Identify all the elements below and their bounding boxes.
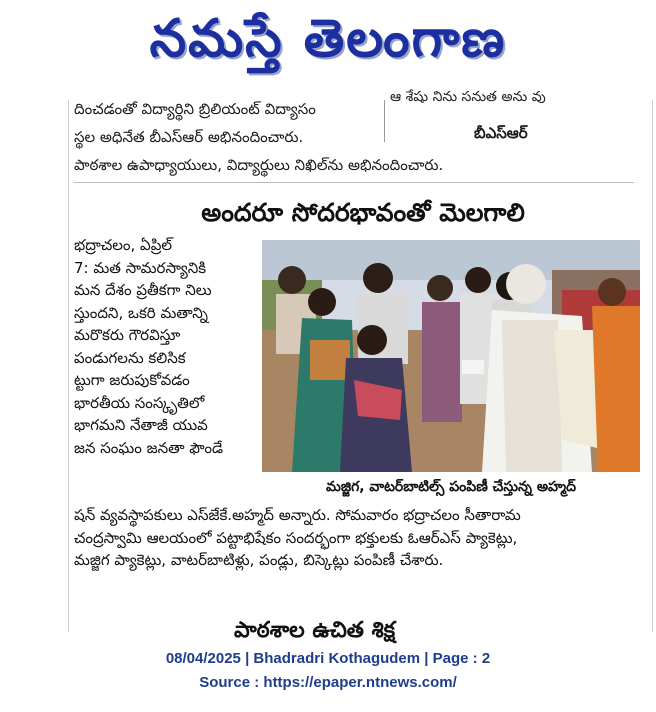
article-body-continued — [74, 504, 521, 572]
article-body-line: మరొకరు గౌరవిస్తూ — [74, 326, 181, 344]
prev-article-line: స్థల అధినేత బీఎస్ఆర్ అభినందించారు. — [74, 128, 304, 146]
prev-article-line: దించడంతో విద్యార్థిని బ్రిలియంట్ విద్యాసం — [74, 100, 316, 118]
clipping-left-border — [68, 100, 69, 632]
clipping-right-border — [652, 100, 653, 632]
footer-dateline: 08/04/2025 | Bhadradri Kothagudem | Page : 2 — [165, 650, 491, 667]
article-body-column — [74, 234, 259, 459]
news-photo — [262, 240, 640, 472]
article-body-line: ట్టుగా జరుపుకోవడం — [74, 371, 190, 389]
article-body-line: చంద్రస్వామి ఆలయంలో పట్టాభిషేకం సందర్భంగా భక్తులకు ఓఆర్ఎస్ ప్యాకెట్లు, — [74, 528, 518, 547]
next-article-headline-fragment: పాఠశాల ఉచిత శిక్ష — [234, 618, 396, 643]
newspaper-logo: నమస్తే తెలంగాణ — [149, 9, 507, 69]
side-caption: బీఎస్ఆర్ — [474, 124, 528, 142]
article-separator — [74, 182, 634, 183]
article-body-line: భారతీయ సంస్కృతిలో — [74, 393, 205, 412]
article-body-line: భద్రాచలం, ఏప్రిల్ — [74, 236, 172, 254]
prev-article-line: పాఠశాల ఉపాధ్యాయులు, విద్యార్థులు నిఖిల్‌ను అభినందించారు. — [74, 156, 444, 174]
photo-illustration — [262, 240, 640, 472]
masthead — [0, 0, 656, 84]
article-body-line: పండుగలను కలిసిక — [74, 348, 186, 367]
article-body-line: షన్ వ్యవస్థాపకులు ఎస్‌జేకే.అహ్మద్ అన్నారు. సోమవారం భద్రాచలం సీతారామ — [74, 506, 521, 524]
article-body-line: స్తుందని, ఒకరి మతాన్ని — [74, 303, 208, 322]
column-divider — [384, 100, 385, 142]
article-headline: అందరూ సోదరభావంతో మెలగాలి — [201, 198, 525, 227]
article-body-line: జన సంఘం జనతా ఫౌండే — [74, 438, 224, 457]
cropped-text-fragment: ఆ శేషు నిను సనుత అను వు — [390, 89, 546, 105]
news-clipping — [74, 89, 652, 643]
photo-caption: మజ్జిగ, వాటర్‌బాటిల్స్ పంపిణీ చేస్తున్న అహ్మద్ — [262, 474, 640, 500]
article-body-line: 7: మత సామరస్యానికి — [74, 258, 207, 277]
article-body-line: మజ్జిగ ప్యాకెట్లు, వాటర్‌బాటిళ్లు, పండ్లు, బిస్కెట్లు పంపిణీ చేశారు. — [74, 551, 444, 569]
article-body-line: మన దేశం ప్రతీకగా నిలు — [74, 281, 212, 299]
article-body-line: భాగమని నేతాజీ యువ — [74, 416, 208, 434]
footer-source: Source : https://epaper.ntnews.com/ — [199, 674, 457, 691]
